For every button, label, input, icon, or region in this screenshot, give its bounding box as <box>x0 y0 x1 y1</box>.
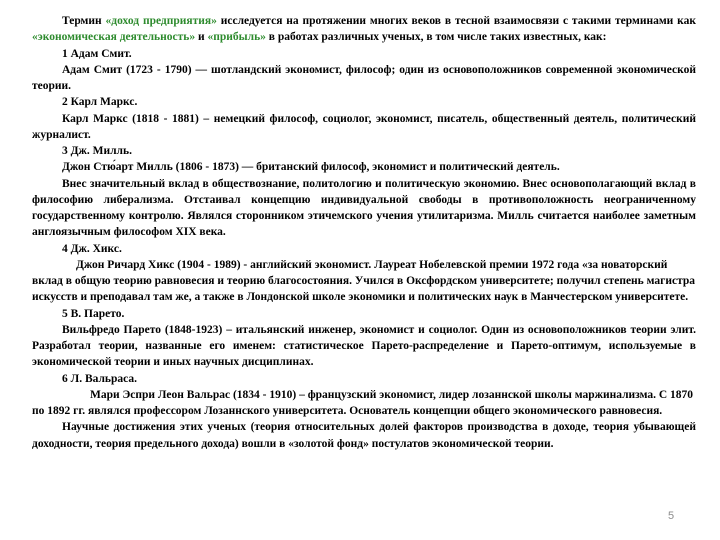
intro-text-2: исследуется на протяжении многих веков в тесной взаимосвязи с такими терминами как <box>216 15 696 27</box>
closing-paragraph: Научные достижения этих ученых (теория относительных долей факторов производства в доходе, теория убывающей доходности, теория предельного дохода) вошли в «золотой фонд» постулатов экономической теории. <box>32 421 696 450</box>
section-paragraph: Джон Ричард Хикс (1904 - 1989) - английский экономист. Лауреат Нобелевской премии 1972 года «за новаторский вклад в общую теорию равновесия и теорию благосостояния. Учился в Оксфордском университете; получил степень магистра искусств и преподавал там же, а также в Лондонской школе экономики и политических наук в Манчестерском университете. <box>32 258 696 304</box>
section-paragraph: Вильфредо Парето (1848-1923) – итальянский инженер, экономист и социолог. Один из основоположников теории элит. Разработал теории, названные его именем: статистическое Парето-распределение и Парето-оптимум, используемые в экономической теории и иных научных дисциплинах. <box>32 323 696 369</box>
intro-text-3: и <box>195 31 208 44</box>
term-profit: «прибыль» <box>207 31 266 44</box>
intro-text-1: Термин <box>62 15 106 27</box>
intro-paragraph <box>32 13 696 46</box>
document-body <box>32 13 696 452</box>
section-paragraph: Внес значительный вклад в обществознание, политологию и политическую экономию. Внес основополагающий вклад в философию либерализма. Отстаивал концепцию индивидуальной свободы в противоположность неограниченному государственному контролю. Являлся сторонником этичемского учения утилитаризма. Милль считается наиболее заметным англоязычным философом XIX века. <box>32 177 696 239</box>
section-heading: 5 В. Парето. <box>62 307 125 320</box>
page-number: 5 <box>668 510 675 522</box>
section-paragraph: Карл Маркс (1818 - 1881) – немецкий философ, социолог, экономист, писатель, общественный деятель, политический журналист. <box>32 112 696 141</box>
intro-text-4: в работах различных ученых, в том числе таких известных, как: <box>265 31 607 44</box>
section-heading: 4 Дж. Хикс. <box>62 242 122 255</box>
section-heading: 6 Л. Вальраса. <box>62 372 138 385</box>
section-paragraph: Адам Смит (1723 - 1790) — шотландский экономист, философ; один из основоположников современной экономической теории. <box>32 63 696 92</box>
section-heading: 1 Адам Смит. <box>62 47 132 60</box>
section-paragraph: Джон Стю́арт Милль (1806 - 1873) — британский философ, экономист и политический деятель. <box>62 161 560 174</box>
term-income: «доход предприятия» <box>105 15 217 27</box>
term-economic-activity: «экономическая деятельность» <box>32 31 196 44</box>
section-paragraph: Мари Эспри Леон Вальрас (1834 - 1910) – французский экономист, лидер лозаннской школы маржинализма. С 1870 по 1892 гг. являлся профессором Лозаннского университета. Основатель концепции общего экономического равновесия. <box>32 388 694 417</box>
section-heading: 3 Дж. Милль. <box>62 145 132 157</box>
section-heading: 2 Карл Маркс. <box>62 96 138 109</box>
